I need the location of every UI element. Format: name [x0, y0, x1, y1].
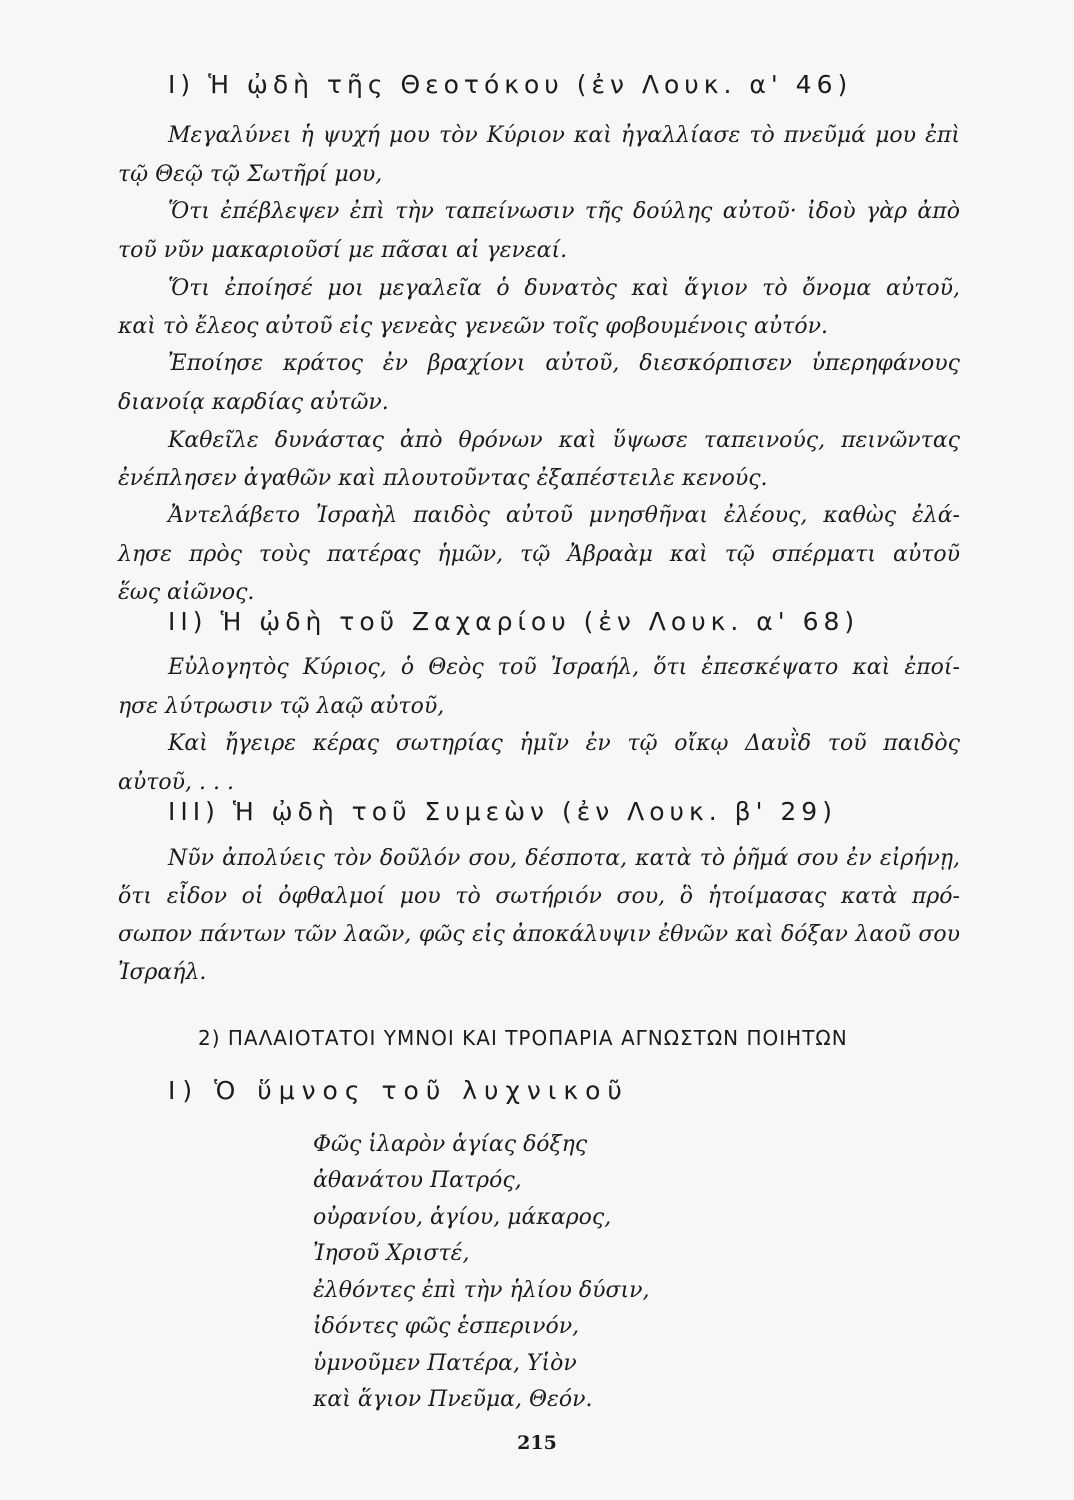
- hymn-verse: Ἰησοῦ Χριστέ,: [313, 1241, 470, 1266]
- text-line: Ὅτι ἐπέβλεψεν ἐπὶ τὴν ταπείνωσιν τῆς δούλης αὐτοῦ· ἰδοὺ γὰρ ἀπὸ: [168, 199, 960, 224]
- text-line: ἐνέπλησεν ἀγαθῶν καὶ πλουτοῦντας ἐξαπέστειλε κενούς.: [118, 466, 768, 491]
- hymn-verse: καὶ ἅγιον Πνεῦμα, Θεόν.: [313, 1387, 593, 1412]
- text-line: Ἰσραήλ.: [118, 960, 207, 985]
- text-line: Ἐποίησε κράτος ἐν βραχίονι αὐτοῦ, διεσκόρπισεν ὑπερηφάνους: [168, 351, 960, 376]
- text-line: Νῦν ἀπολύεις τὸν δοῦλόν σου, δέσποτα, κατὰ τὸ ῥῆμά σου ἐν εἰρήνῃ,: [168, 846, 960, 871]
- text-line: ὅτι εἶδον οἱ ὀφθαλμοί μου τὸ σωτήριόν σου, ὃ ἡτοίμασας κατὰ πρό-: [118, 884, 960, 909]
- text-line: Ἀντελάβετο Ἰσραὴλ παιδὸς αὐτοῦ μνησθῆναι ἐλέους, καθὼς ἐλά-: [168, 503, 960, 528]
- ode-heading-theotokos: I) Ἡ ᾠδὴ τῆς Θεοτόκου (ἐν Λουκ. α' 46): [168, 70, 853, 99]
- hymn-verse: ὑμνοῦμεν Πατέρα, Υἱὸν: [313, 1351, 577, 1376]
- text-line: ησε λύτρωσιν τῷ λαῷ αὐτοῦ,: [118, 694, 445, 719]
- text-line: Εὐλογητὸς Κύριος, ὁ Θεὸς τοῦ Ἰσραήλ, ὅτι ἐπεσκέψατο καὶ ἐποί-: [168, 655, 960, 680]
- text-line: λησε πρὸς τοὺς πατέρας ἡμῶν, τῷ Ἀβραὰμ καὶ τῷ σπέρματι αὐτοῦ: [118, 542, 960, 567]
- hymn-verse: οὐρανίου, ἁγίου, μάκαρος,: [313, 1205, 612, 1230]
- text-line: τοῦ νῦν μακαριοῦσί με πᾶσαι αἱ γενεαί.: [118, 238, 568, 263]
- page-number: 215: [517, 1432, 557, 1454]
- section-title: 2) ΠΑΛΑΙΟΤΑΤΟΙ ΥΜΝΟΙ ΚΑΙ ΤΡΟΠΑΡΙΑ ΑΓΝΩΣΤΩΝ ΠΟΙΗΤΩΝ: [198, 1026, 848, 1050]
- text-line: καὶ τὸ ἔλεος αὐτοῦ εἰς γενεὰς γενεῶν τοῖς φοβουμένοις αὐτόν.: [118, 314, 828, 339]
- ode-heading-symeon: III) Ἡ ᾠδὴ τοῦ Συμεὼν (ἐν Λουκ. β' 29): [168, 797, 837, 826]
- text-line: Μεγαλύνει ἡ ψυχή μου τὸν Κύριον καὶ ἠγαλλίασε τὸ πνεῦμά μου ἐπὶ: [168, 123, 960, 148]
- text-line: διανοίᾳ καρδίας αὐτῶν.: [118, 390, 389, 415]
- hymn-verse: ἐλθόντες ἐπὶ τὴν ἡλίου δύσιν,: [313, 1278, 650, 1303]
- text-line: Ὅτι ἐποίησέ μοι μεγαλεῖα ὁ δυνατὸς καὶ ἅγιον τὸ ὄνομα αὐτοῦ,: [168, 276, 960, 301]
- hymn-heading: I) Ὁ ὕμνος τοῦ λυχνικοῦ: [168, 1076, 629, 1105]
- hymn-verse: Φῶς ἱλαρὸν ἁγίας δόξης: [313, 1132, 588, 1157]
- ode-heading-zacharias: II) Ἡ ᾠδὴ τοῦ Ζαχαρίου (ἐν Λουκ. α' 68): [168, 607, 860, 636]
- text-line: Καθεῖλε δυνάστας ἀπὸ θρόνων καὶ ὕψωσε ταπεινούς, πεινῶντας: [168, 428, 960, 453]
- text-line: ἕως αἰῶνος.: [118, 580, 255, 605]
- hymn-verse: ἀθανάτου Πατρός,: [313, 1168, 522, 1193]
- text-line: Καὶ ἤγειρε κέρας σωτηρίας ἡμῖν ἐν τῷ οἴκῳ Δαυῒδ τοῦ παιδὸς: [168, 731, 960, 756]
- hymn-verse: ἰδόντες φῶς ἑσπερινόν,: [313, 1314, 580, 1339]
- text-line: σωπον πάντων τῶν λαῶν, φῶς εἰς ἀποκάλυψιν ἐθνῶν καὶ δόξαν λαοῦ σου: [118, 922, 960, 947]
- text-line: αὐτοῦ, . . .: [118, 770, 234, 795]
- text-line: τῷ Θεῷ τῷ Σωτῆρί μου,: [118, 162, 383, 187]
